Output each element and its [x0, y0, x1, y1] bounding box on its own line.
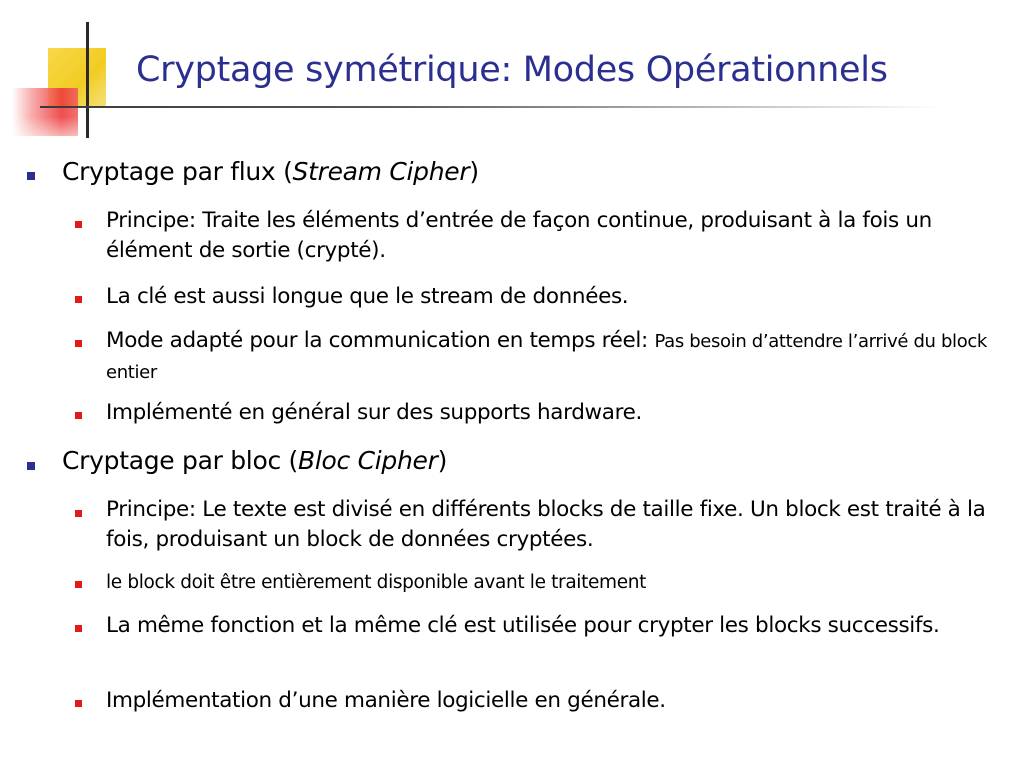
section-heading-bloc-cipher [62, 446, 447, 475]
heading-italic: Stream Cipher [292, 157, 470, 186]
list-item: La même fonction et la même clé est utilisée pour crypter les blocks successifs. [106, 613, 940, 638]
bullet-square-icon [75, 625, 82, 632]
slide-title: Cryptage symétrique: Modes Opérationnels [136, 50, 888, 90]
bullet-square-icon [27, 172, 35, 180]
list-item: La clé est aussi longue que le stream de données. [106, 284, 629, 309]
list-item: Implémentation d’une manière logicielle en générale. [106, 688, 666, 713]
bullet-square-icon [75, 581, 82, 588]
bullet-square-icon [27, 462, 35, 470]
heading-prefix: Cryptage par bloc ( [62, 446, 298, 475]
bullet-square-icon [75, 700, 82, 707]
heading-italic: Bloc Cipher [298, 446, 438, 475]
heading-suffix: ) [469, 157, 479, 186]
bullet-square-icon [75, 221, 82, 228]
list-item: le block doit être entièrement disponible avant le traitement [106, 572, 647, 593]
section-heading-stream-cipher [62, 157, 479, 186]
list-item: Principe: Le texte est divisé en différents blocks de taille fixe. Un block est traité à la fois, produisant un block de données cryptées. [106, 497, 986, 552]
heading-suffix: ) [437, 446, 448, 475]
heading-prefix: Cryptage par flux ( [62, 157, 293, 186]
bullet-square-icon [75, 510, 82, 517]
list-item [106, 326, 1006, 388]
list-item: Implémenté en général sur des supports hardware. [106, 400, 642, 425]
list-item-small-text: Pas besoin d’attendre l’arrivé du block entier [106, 331, 987, 383]
list-item: Principe: Traite les éléments d’entrée de façon continue, produisant à la fois un élément de sortie (crypté). [106, 208, 932, 263]
bullet-square-icon [75, 340, 82, 347]
bullet-square-icon [75, 412, 82, 419]
list-item-text: Mode adapté pour la communication en temps réel: [106, 328, 655, 353]
bullet-square-icon [75, 296, 82, 303]
